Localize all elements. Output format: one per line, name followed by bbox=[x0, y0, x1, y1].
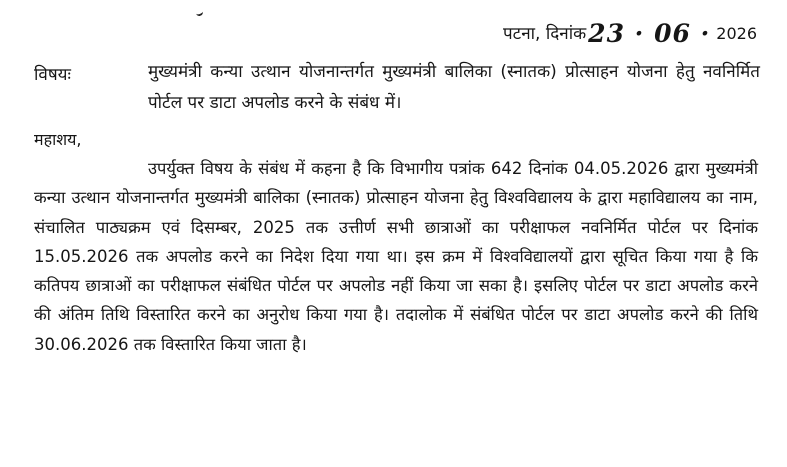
handwritten-date: 23 · 06 · bbox=[588, 19, 711, 48]
date-year: 2026 bbox=[716, 24, 757, 43]
pen-mark bbox=[195, 9, 204, 17]
place-and-date bbox=[503, 18, 757, 47]
body-paragraph: उपर्युक्त विषय के संबंध में कहना है कि विभागीय पत्रांक 642 दिनांक 04.05.2026 द्वारा मुख्यमंत्री कन्या उत्थान योजनान्तर्गत मुख्यमंत्री बालिका (स्नातक) प्रोत्साहन योजना हेतु विश्वविद्यालय के द्वारा महाविद्यालय का नाम, संचालित पाठ्यक्रम एवं दिसम्बर, 2025 तक उत्तीर्ण सभी छात्राओं का परीक्षाफल नवनिर्मित पोर्टल पर दिनांक 15.05.2026 तक अपलोड करने का निदेश दिया गया था। इस क्रम में विश्वविद्यालयों द्वारा सूचित किया गया है कि कतिपय छात्राओं का परीक्षाफल संबंधित पोर्टल पर अपलोड नहीं किया जा सका है। इसलिए पोर्टल पर डाटा अपलोड करने की अंतिम तिथि विस्तारित करने का अनुरोध किया गया है। तदालोक में संबंधित पोर्टल पर डाटा अपलोड करने की तिथि 30.06.2026 तक विस्तारित किया जाता है। bbox=[34, 159, 758, 354]
subject-label: विषयः bbox=[34, 65, 71, 85]
salutation: महाशय, bbox=[34, 130, 82, 149]
subject-text: मुख्यमंत्री कन्या उत्थान योजनान्तर्गत मुख्यमंत्री बालिका (स्नातक) प्रोत्साहन योजना हेतु नवनिर्मित पोर्टल पर डाटा अपलोड करने के संबंध में। bbox=[148, 62, 760, 113]
place-label: पटना, दिनांक bbox=[502, 24, 587, 44]
